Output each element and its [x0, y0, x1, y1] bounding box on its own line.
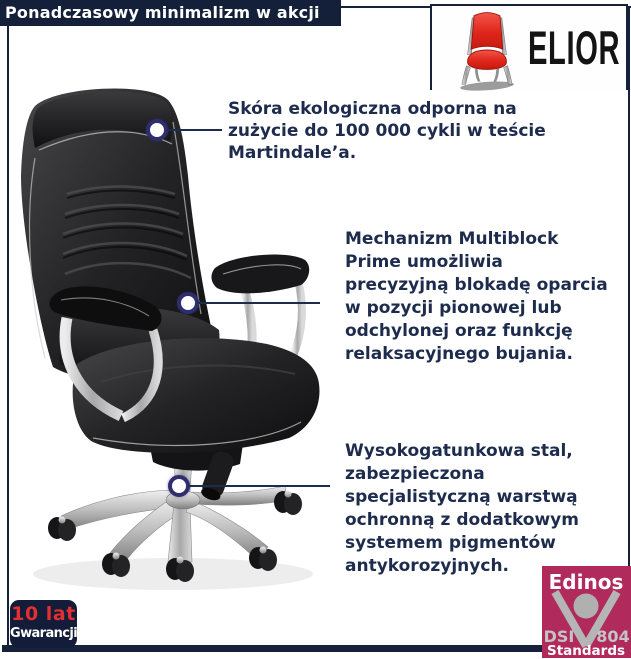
feature-line: Wysokogatunkowa stal, [345, 441, 573, 461]
brand-logo-box [430, 4, 628, 90]
feature-line: Prime umożliwia [345, 252, 503, 272]
cert-code-label: 804 [596, 627, 630, 646]
cert-standards-label: Standards [546, 643, 626, 658]
feature-line: Mechanizm Multiblock [345, 229, 559, 249]
feature-line: antykorozyjnych. [345, 556, 509, 576]
feature-line: precyzyjną blokadę oparcia [345, 275, 608, 295]
callout-line-headrest [167, 129, 222, 131]
feature-line: Skóra ekologiczna odporna na [228, 99, 517, 119]
frame-border-right [628, 6, 630, 647]
feature-line: specjalistyczną warstwą [345, 487, 578, 507]
headline-banner [0, 0, 341, 26]
feature-line: zabezpieczona [345, 464, 485, 484]
callout-marker-base [168, 475, 190, 497]
callout-marker-headrest [146, 119, 168, 141]
feature-text-mechanism [345, 228, 608, 366]
warranty-duration: 10 lat [11, 603, 76, 625]
headline-text: Ponadczasowy minimalizm w akcji [5, 3, 320, 22]
feature-line: odchylonej oraz funkcję [345, 321, 573, 341]
feature-line: Martindale’a. [228, 143, 357, 163]
feature-line: relaksacyjnego bujania. [345, 344, 573, 364]
warranty-label: Gwarancji [10, 626, 78, 641]
callout-marker-mechanism [177, 292, 199, 314]
edinos-certification-logo [542, 566, 631, 658]
feature-text-steel [345, 440, 579, 578]
cert-dsi-label: DSI [543, 627, 575, 646]
feature-line: zużycie do 100 000 cykli w teście [228, 121, 546, 141]
feature-line: w pozycji pionowej lub [345, 298, 562, 318]
callout-line-base [189, 485, 330, 487]
red-chair-icon [450, 8, 524, 92]
brand-name: ELIOR [528, 21, 621, 74]
cert-brand-name: Edinos [548, 570, 624, 594]
feature-line: systemem pigmentów [345, 533, 556, 553]
warranty-badge [10, 600, 77, 648]
feature-line: ochronną z dodatkowym [345, 510, 579, 530]
frame-border-bottom [2, 645, 631, 652]
callout-line-mechanism [198, 302, 320, 304]
feature-text-upholstery [228, 98, 546, 164]
